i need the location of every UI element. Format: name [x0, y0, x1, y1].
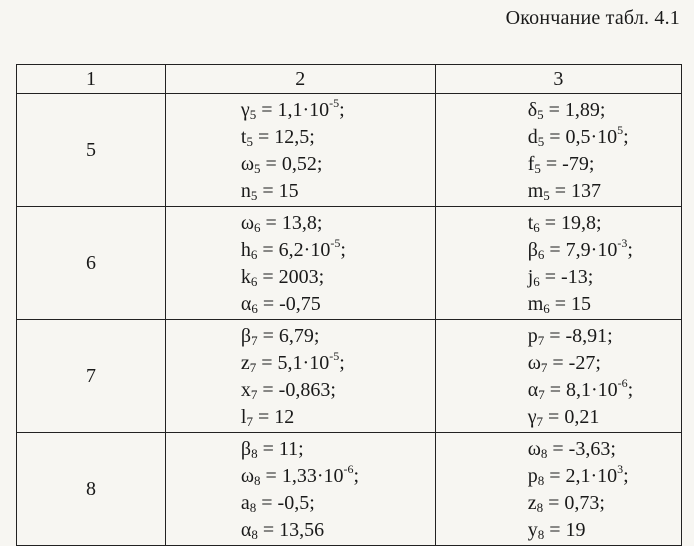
parameter-symbol: p — [527, 465, 538, 487]
parameter-value: = 19,8; — [539, 212, 602, 234]
parameter-index: 5 — [543, 188, 550, 203]
value-exponent: -6 — [617, 376, 628, 390]
parameter-line — [241, 151, 435, 178]
parameter-symbol: j — [527, 266, 534, 288]
parameter-value: = -0,863; — [257, 379, 336, 401]
value-exponent: -6 — [343, 462, 354, 476]
parameter-symbol: ω — [527, 352, 541, 374]
parameter-line — [241, 264, 435, 291]
line-terminator: ; — [353, 465, 360, 487]
parameter-symbol: y — [527, 519, 538, 541]
parameter-symbol: β — [240, 325, 252, 347]
parameter-value: = 1,33·10 — [260, 465, 344, 487]
row-number-cell: 7 — [17, 320, 166, 433]
parameter-value: = 12,5; — [252, 126, 315, 148]
parameter-index: 7 — [536, 414, 544, 429]
value-exponent: -5 — [330, 236, 341, 250]
parameter-symbol: m — [527, 293, 544, 315]
parameter-line — [241, 463, 435, 490]
parameter-line — [528, 178, 681, 205]
column-2-cell — [165, 94, 435, 207]
parameter-symbol: t — [527, 212, 534, 234]
parameter-symbol: ω — [240, 212, 255, 234]
parameter-symbol: x — [240, 379, 251, 401]
parameter-index: 6 — [250, 247, 258, 262]
value-exponent: 3 — [617, 462, 624, 476]
parameter-symbol: β — [240, 438, 252, 460]
parameter-value: = 0,52; — [260, 153, 323, 175]
parameter-index: 6 — [543, 301, 550, 316]
value-exponent: 5 — [617, 123, 624, 137]
parameter-line — [241, 436, 435, 463]
column-3-cell — [435, 94, 681, 207]
table-caption: Окончание табл. 4.1 — [505, 7, 680, 29]
parameter-value: = -13; — [539, 266, 594, 288]
parameter-index: 8 — [249, 500, 257, 515]
parameter-line — [241, 124, 435, 151]
line-terminator: ; — [339, 99, 345, 121]
parameter-symbol: ω — [527, 438, 541, 460]
parameter-value: = 12 — [252, 406, 295, 428]
parameter-index: 8 — [537, 473, 545, 488]
row-number-cell: 8 — [17, 433, 166, 546]
parameter-index: 8 — [540, 446, 548, 461]
parameter-line — [528, 404, 681, 431]
parameter-line — [528, 463, 681, 490]
parameter-line — [241, 97, 435, 124]
parameter-line — [528, 210, 681, 237]
parameter-index: 6 — [533, 274, 540, 289]
column-3-cell — [435, 320, 681, 433]
parameter-value: = 7,9·10 — [544, 239, 618, 261]
parameter-index: 7 — [537, 333, 545, 348]
parameter-index: 8 — [254, 473, 261, 488]
parameter-value: = 0,5·10 — [544, 126, 618, 148]
parameter-index: 7 — [246, 414, 253, 429]
parameter-value: = 6,79; — [257, 325, 320, 347]
parameter-line — [241, 323, 435, 350]
parameter-line — [241, 210, 435, 237]
parameter-value: = 6,2·10 — [257, 239, 331, 261]
table-row — [17, 320, 682, 433]
parameter-value: = 2003; — [257, 266, 325, 288]
parameter-index: 7 — [538, 387, 545, 402]
parameter-value: = 137 — [549, 180, 602, 202]
line-terminator: ; — [340, 239, 346, 261]
parameter-index: 6 — [251, 301, 258, 316]
parameter-index: 5 — [246, 134, 253, 149]
parameter-symbol: z — [527, 492, 537, 514]
header-col-3: 3 — [435, 65, 681, 94]
parameter-line — [241, 517, 435, 544]
table-row — [17, 433, 682, 546]
parameter-line — [241, 291, 435, 318]
parameter-symbol: f — [527, 153, 535, 175]
parameter-index: 6 — [537, 247, 545, 262]
parameter-line — [241, 404, 435, 431]
parameter-index: 5 — [534, 161, 541, 176]
parameter-value: = -79; — [540, 153, 595, 175]
parameter-index: 8 — [251, 527, 258, 542]
header-col-2: 2 — [165, 65, 435, 94]
parameter-value: = -3,63; — [547, 438, 616, 460]
parameter-value: = 13,8; — [260, 212, 323, 234]
value-exponent: -5 — [329, 349, 340, 363]
parameter-value: = 15 — [549, 293, 592, 315]
value-exponent: -3 — [617, 236, 628, 250]
parameter-symbol: γ — [527, 406, 537, 428]
column-3-cell — [435, 433, 681, 546]
parameter-line — [528, 323, 681, 350]
parameter-line — [528, 490, 681, 517]
parameter-line — [528, 517, 681, 544]
parameter-symbol: α — [240, 293, 252, 315]
parameter-symbol: m — [527, 180, 544, 202]
column-2-cell — [165, 433, 435, 546]
table-header-row — [17, 65, 682, 94]
parameter-index: 8 — [251, 446, 258, 461]
parameter-index: 6 — [254, 220, 261, 235]
column-2-cell — [165, 207, 435, 320]
line-terminator: ; — [627, 379, 634, 401]
row-number-cell: 5 — [17, 94, 166, 207]
value-exponent: -5 — [329, 96, 340, 110]
parameter-symbol: n — [240, 180, 251, 202]
parameter-value: = -0,5; — [256, 492, 315, 514]
parameter-line — [528, 436, 681, 463]
column-2-cell — [165, 320, 435, 433]
parameter-value: = 0,21 — [543, 406, 600, 428]
parameter-symbol: k — [240, 266, 251, 288]
parameter-index: 8 — [536, 500, 544, 515]
parameter-symbol: β — [527, 239, 538, 261]
parameter-line — [241, 350, 435, 377]
column-3-cell — [435, 207, 681, 320]
parameter-value: = 8,1·10 — [544, 379, 618, 401]
parameter-value: = 2,1·10 — [544, 465, 618, 487]
table-row — [17, 207, 682, 320]
parameters-table — [16, 64, 682, 546]
parameter-symbol: a — [240, 492, 250, 514]
parameter-line — [241, 490, 435, 517]
parameter-value: = 1,1·10 — [256, 99, 330, 121]
parameter-index: 7 — [249, 360, 257, 375]
parameter-symbol: l — [240, 406, 247, 428]
parameter-symbol: α — [240, 519, 252, 541]
table-body — [17, 94, 682, 546]
parameter-line — [528, 151, 681, 178]
parameter-value: = -8,91; — [544, 325, 613, 347]
parameter-symbol: ω — [240, 153, 255, 175]
parameter-line — [528, 350, 681, 377]
parameter-index: 7 — [540, 360, 548, 375]
parameter-symbol: γ — [240, 99, 250, 121]
parameter-symbol: z — [240, 352, 250, 374]
parameter-value: = -0,75 — [257, 293, 321, 315]
parameter-symbol: α — [527, 379, 539, 401]
parameter-index: 6 — [533, 220, 540, 235]
parameter-value: = 0,73; — [543, 492, 605, 514]
header-col-1: 1 — [17, 65, 166, 94]
parameter-index: 6 — [250, 274, 258, 289]
parameter-index: 5 — [254, 161, 261, 176]
parameter-line — [528, 377, 681, 404]
parameter-value: = 1,89; — [543, 99, 606, 121]
parameter-index: 8 — [537, 527, 545, 542]
line-terminator: ; — [339, 352, 345, 374]
parameter-symbol: ω — [240, 465, 255, 487]
parameter-line — [241, 237, 435, 264]
parameter-line — [528, 264, 681, 291]
parameter-line — [241, 377, 435, 404]
parameter-symbol: p — [527, 325, 538, 347]
parameter-value: = 13,56 — [257, 519, 325, 541]
parameter-symbol: δ — [527, 99, 538, 121]
parameter-line — [528, 124, 681, 151]
parameter-symbol: d — [527, 126, 538, 148]
parameter-value: = 19 — [544, 519, 586, 541]
parameter-line — [528, 291, 681, 318]
line-terminator: ; — [623, 126, 629, 148]
parameter-line — [528, 237, 681, 264]
parameter-value: = -27; — [547, 352, 601, 374]
parameter-symbol: t — [240, 126, 247, 148]
line-terminator: ; — [627, 239, 633, 261]
parameter-symbol: h — [240, 239, 251, 261]
parameter-index: 5 — [249, 107, 257, 122]
parameter-index: 7 — [250, 387, 258, 402]
parameter-line — [241, 178, 435, 205]
parameter-index: 5 — [537, 134, 545, 149]
parameter-value: = 5,1·10 — [256, 352, 330, 374]
parameter-value: = 15 — [257, 180, 299, 202]
parameter-index: 5 — [250, 188, 258, 203]
parameter-value: = 11; — [257, 438, 304, 460]
parameter-index: 5 — [537, 107, 544, 122]
parameter-line — [528, 97, 681, 124]
table-row — [17, 94, 682, 207]
line-terminator: ; — [623, 465, 629, 487]
parameter-index: 7 — [251, 333, 258, 348]
row-number-cell: 6 — [17, 207, 166, 320]
